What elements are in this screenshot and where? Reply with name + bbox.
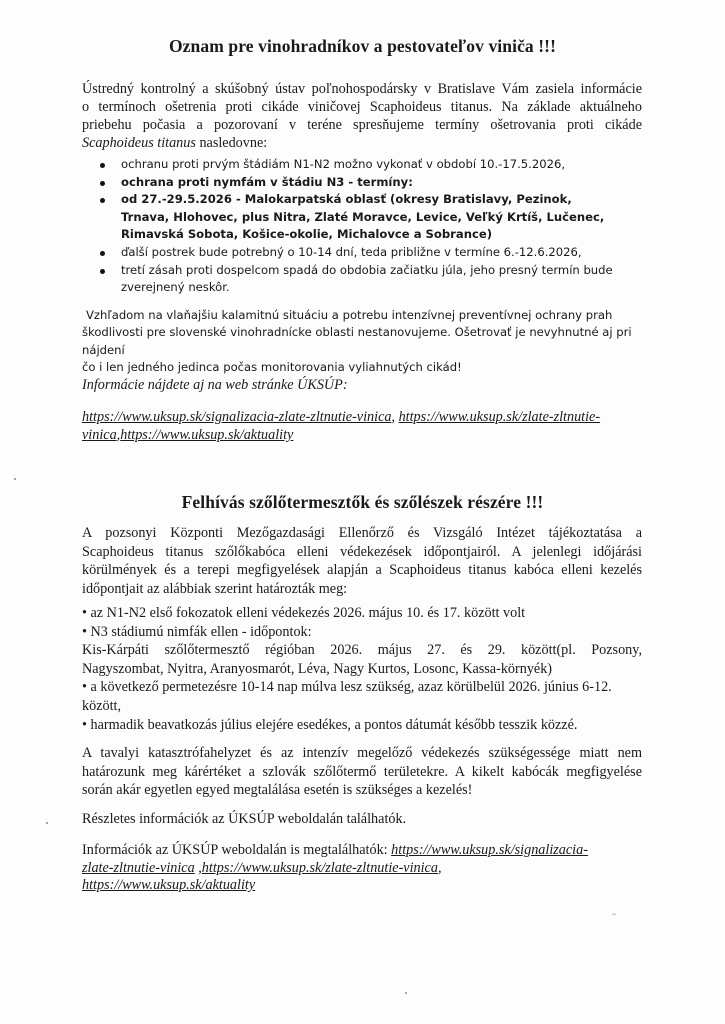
hu-intro-line: Scaphoideus titanus szőlőkabóca elleni védekezések időpontjairól. A jelenlegi időjárási (82, 543, 642, 560)
hu-warning-paragraph (82, 744, 642, 800)
sk-intro-last-line: Scaphoideus titanus nasledovne: (82, 135, 268, 151)
hu-info-prefix: Információk az ÚKSÚP weboldalán is megtalálhatók: (82, 842, 392, 858)
hu-warning-line: során akár egyetlen egyed megtalálása esetén is szükséges a kezelés! (82, 782, 473, 799)
sk-info-heading: Informácie nájdete aj na web stránke ÚKSÚP: (82, 377, 348, 393)
sk-bullet-item: tretí zásah proti dospelcom spadá do obdobia začiatku júla, jeho presný termín bude zverejnený neskôr. (100, 262, 620, 297)
sk-bullet-item: ochranu proti prvým štádiám N1-N2 možno vykonať v období 10.-17.5.2026, (100, 156, 620, 174)
hu-warning-line: A tavalyi katasztrófahelyzet és az intenzív megelőző védekezés szükségessége miatt nem (82, 745, 642, 761)
hu-warning-line: határozunk meg kárértéket a szlovák szőlőtermő területekre. A kikelt kabócák megfigyelése (82, 763, 642, 780)
hu-list-line: • az N1-N2 első fokozatok elleni védekezés 2026. május 10. és 17. között volt (82, 605, 526, 621)
sk-note-line: Vzhľadom na vlaňajšiu kalamitnú situáciu a potrebu intenzívnej preventívnej ochrany prah (86, 308, 613, 322)
sk-bullet-item: ochrana proti nymfám v štádiu N3 - termíny: (100, 174, 620, 192)
hu-list-line: • harmadik beavatkozás július elejére esedékes, a pontos dátumát később tesszik közzé. (82, 716, 578, 733)
hu-intro-line: körülmények és a terepi megfigyelések alapján a Scaphoideus titanus kabóca elleni kezelés (82, 562, 642, 578)
sk-title: Oznam pre vinohradníkov a pestovateľov viniča !!! (168, 36, 557, 56)
sk-intro-paragraph (82, 80, 642, 152)
scan-speck (405, 992, 407, 994)
hu-list-line: • a következő permetezésre 10-14 nap múlva lesz szükség, azaz körülbelül 2026. június 6-12. (82, 679, 612, 696)
sk-links: https://www.uksup.sk/signalizacia-zlate-zltnutie-vinica, https://www.uksup.sk/zlate-zltnutie- vinica,https://www.uksup.sk/aktuality (82, 409, 601, 443)
hu-title: Felhívás szőlőtermesztők és szőlészek részére !!! (181, 492, 544, 512)
link-signalizacia-cont[interactable]: zlate-zltnutie-vinica (82, 859, 195, 876)
link-zlate-zltnutie-vinica[interactable]: https://www.uksup.sk/zlate-zltnutie-vinica (201, 859, 438, 876)
link-zlate-zltnutie-vinica-cont[interactable]: vinica (82, 427, 117, 443)
hu-links: Információk az ÚKSÚP weboldalán is megtalálhatók: https://www.uksup.sk/signalizacia- zlate-zltnutie-vinica ,https://www.uksup.sk/zlate-zltnutie-vinica, https://www.uksup.sk/aktuality (82, 842, 588, 893)
hu-list-line: Nagyszombat, Nyitra, Aranyosmarót, Léva, Nagy Kurtos, Losonc, Kassa-környék) (82, 660, 553, 677)
hu-intro-paragraph (82, 524, 642, 598)
hu-intro-line: időpontjait az alábbiak szerint határozták meg: (82, 580, 348, 597)
link-aktuality[interactable]: https://www.uksup.sk/aktuality (120, 427, 294, 443)
scan-speck (14, 478, 16, 480)
sk-note-line: škodlivosti pre slovenské vinohradnícke oblasti nestanovujeme. Ošetrovať je nevyhnutné aj pri nájdení (82, 325, 632, 357)
sk-intro-line: Ústredný kontrolný a skúšobný ústav poľnohospodársky v Bratislave Vám zasiela informácie (82, 81, 642, 97)
link-signalizacia[interactable]: https://www.uksup.sk/signalizacia- (391, 842, 588, 858)
scan-mark: ~ (612, 910, 617, 919)
sk-note-paragraph (82, 307, 647, 377)
sk-bullet-item: od 27.-29.5.2026 - Malokarpatská oblasť (okresy Bratislavy, Pezinok, Trnava, Hlohovec, plus Nitra, Zlaté Moravce, Levice, Veľký Krtíš, Lučenec, Rimavská Sobota, Košice-okolie, Michalovce a Sobrance) (100, 191, 620, 244)
link-signalizacia[interactable]: https://www.uksup.sk/signalizacia-zlate-zltnutie-vinica (82, 409, 392, 425)
sk-intro-line: o termínoch ošetrenia proti cikáde viničovej Scaphoideus titanus. Na základe aktuálneho (82, 99, 642, 115)
species-name: Scaphoideus titanus (82, 135, 196, 151)
hu-schedule-list (82, 604, 642, 734)
hu-list-line: között, (82, 697, 122, 714)
sk-bullet-list (100, 156, 620, 297)
hu-list-line: Kis-Kárpáti szőlőtermesztő régióban 2026. május 27. és 29. között(pl. Pozsony, (82, 642, 642, 659)
link-aktuality[interactable]: https://www.uksup.sk/aktuality (82, 877, 256, 893)
scan-speck (46, 822, 48, 824)
sk-note-line: čo i len jedného jedinca počas monitorovania vyliahnutých cikád! (82, 360, 462, 375)
link-zlate-zltnutie-vinica[interactable]: https://www.uksup.sk/zlate-zltnutie- (398, 409, 601, 425)
hu-intro-line: A pozsonyi Központi Mezőgazdasági Ellenőrző és Vizsgáló Intézet tájékoztatása a (82, 525, 642, 541)
sk-intro-line: priebehu počasia a pozorovaní v teréne spresňujeme termíny ošetrovania proti cikáde (82, 117, 642, 133)
sk-bullet-item: ďalší postrek bude potrebný o 10-14 dní, teda približne v termíne 6.-12.6.2026, (100, 244, 620, 262)
hu-list-line: • N3 stádiumú nimfák ellen - időpontok: (82, 623, 312, 640)
hu-details: Részletes információk az ÚKSÚP weboldalán találhatók. (82, 811, 407, 827)
